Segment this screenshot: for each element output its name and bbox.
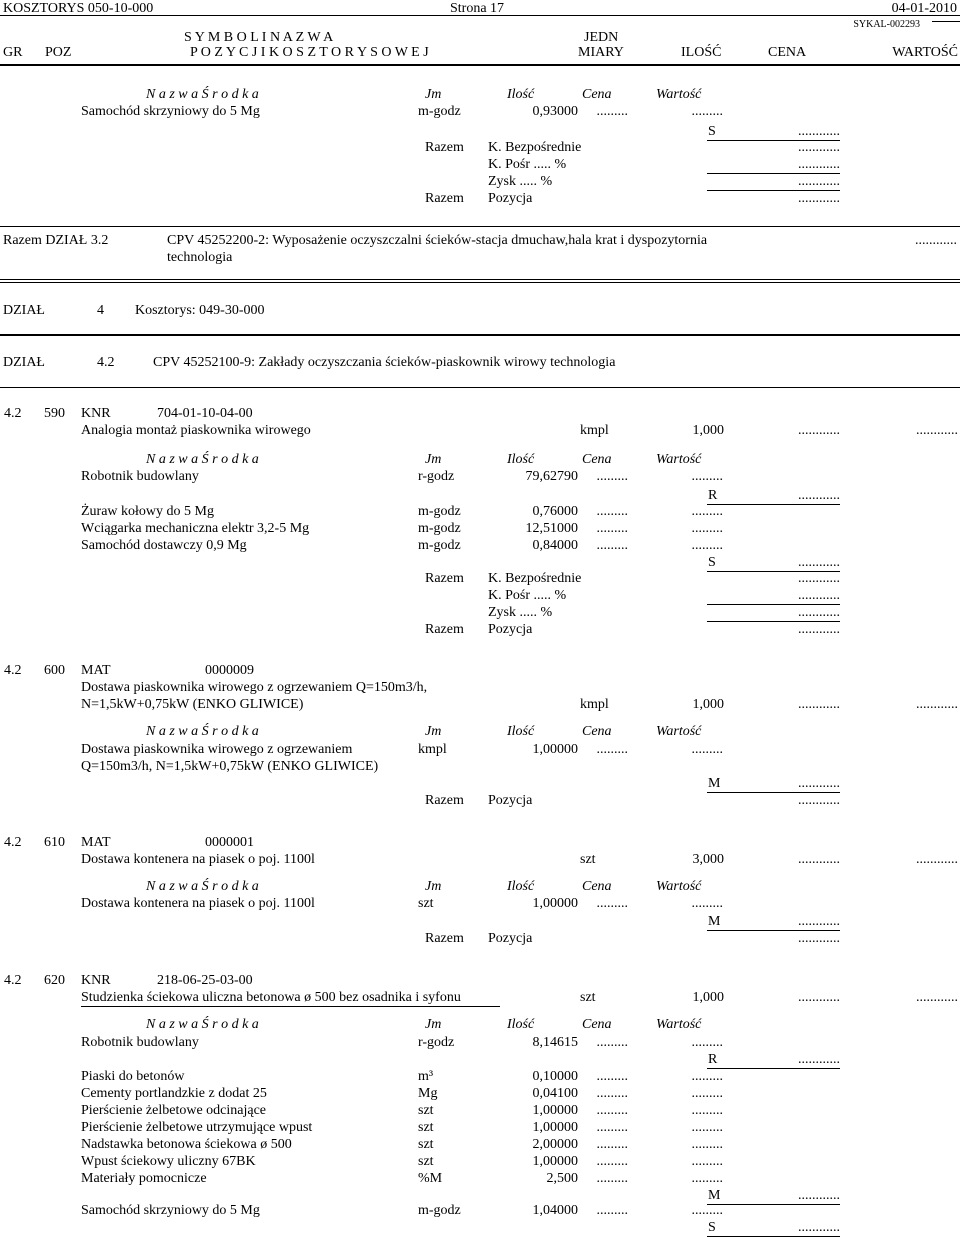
subtotal-value: ............ (798, 1052, 840, 1067)
resource-qty: 1,00000 (532, 1120, 578, 1135)
resource-unit: Mg (418, 1086, 438, 1101)
resource-name: Samochód dostawczy 0,9 Mg (81, 538, 247, 553)
resource-unit: m-godz (418, 1203, 461, 1218)
position-description: N=1,5kW+0,75kW (ENKO GLIWICE) (81, 697, 304, 712)
resource-header-name: N a z w a Ś r o d k a (146, 1017, 259, 1032)
resource-value: ......... (691, 1035, 723, 1050)
position-price: ............ (798, 423, 840, 438)
direct-cost-value: ............ (798, 140, 840, 155)
resource-name: Wciągarka mechaniczna elektr 3,2-5 Mg (81, 521, 310, 536)
profit-value: ............ (798, 174, 840, 189)
resource-value: ......... (691, 504, 723, 519)
resource-header-qty: Ilość (507, 724, 535, 739)
position-type: KNR (81, 973, 111, 988)
position-value: ............ (916, 852, 958, 867)
position-number: 610 (44, 835, 65, 850)
resource-header-value: Wartość (656, 724, 702, 739)
col-cena: CENA (768, 45, 807, 60)
position-unit: kmpl (580, 697, 609, 712)
resource-header-value: Wartość (656, 1017, 702, 1032)
resource-unit: szt (418, 896, 434, 911)
position-group: 4.2 (4, 406, 22, 421)
resource-price: ......... (596, 1137, 628, 1152)
position-value: ............ (916, 423, 958, 438)
subtotal-letter: S (708, 1220, 716, 1235)
dzial-number: 4 (97, 303, 104, 318)
resource-qty: 1,00000 (532, 896, 578, 911)
subtotal-letter: R (708, 1052, 718, 1067)
resource-header-price: Cena (582, 724, 612, 739)
resource-value: ......... (691, 1171, 723, 1186)
col-ilosc: ILOŚĆ (681, 45, 722, 60)
resource-header-qty: Ilość (507, 879, 535, 894)
subtotal-letter: M (708, 776, 721, 791)
resource-value: ......... (691, 1120, 723, 1135)
resource-price: ......... (596, 1086, 628, 1101)
resource-qty: 12,51000 (525, 521, 578, 536)
resource-qty: 0,10000 (532, 1069, 578, 1084)
resource-name: Robotnik budowlany (81, 1035, 199, 1050)
profit-label: Zysk ..... % (488, 605, 553, 620)
resource-unit: m³ (418, 1069, 434, 1084)
resource-price: ......... (596, 742, 628, 757)
resource-value: ......... (691, 469, 723, 484)
position-quantity: 1,000 (692, 990, 724, 1005)
resource-header-value: Wartość (656, 879, 702, 894)
resource-header-jm: Jm (425, 724, 442, 739)
subtotal-value: ............ (798, 776, 840, 791)
position-group: 4.2 (4, 973, 22, 988)
subtotal-value: ............ (798, 124, 840, 139)
position-group: 4.2 (4, 663, 22, 678)
resource-name: Nadstawka betonowa ściekowa ø 500 (81, 1137, 292, 1152)
resource-unit: m-godz (418, 504, 461, 519)
resource-unit: m-godz (418, 521, 461, 536)
header-rule-short (932, 21, 960, 22)
resource-name: Wpust ściekowy uliczny 67BK (81, 1154, 256, 1169)
resource-value: ......... (691, 1086, 723, 1101)
razem-dzial-label: Razem DZIAŁ 3.2 (3, 233, 109, 248)
profit-label: Zysk ..... % (488, 174, 553, 189)
resource-qty: 1,00000 (532, 1154, 578, 1169)
resource-qty: 2,500 (546, 1171, 578, 1186)
subtotal-letter: R (708, 488, 718, 503)
resource-header-jm: Jm (425, 879, 442, 894)
resource-header-value: Wartość (656, 452, 702, 467)
resource-price: ......... (596, 896, 628, 911)
resource-name: Piaski do betonów (81, 1069, 185, 1084)
position-code: 0000001 (205, 835, 254, 850)
position-type: MAT (81, 663, 111, 678)
section-rule (0, 334, 960, 336)
resource-price: ......... (596, 1069, 628, 1084)
resource-value: ......... (691, 538, 723, 553)
col-wartosc: WARTOŚĆ (892, 45, 958, 60)
razem-dzial-description-cont: technologia (167, 250, 233, 265)
position-unit: kmpl (580, 423, 609, 438)
position-total-label: Pozycja (488, 191, 533, 206)
indirect-cost-value: ............ (798, 157, 840, 172)
description-underline (81, 1006, 500, 1007)
resource-header-jm: Jm (425, 87, 442, 102)
resource-unit: m-godz (418, 538, 461, 553)
indirect-cost-label: K. Pośr ..... % (488, 588, 567, 603)
document-id: KOSZTORYS 050-10-000 (3, 1, 154, 16)
subtotal-letter: S (708, 124, 716, 139)
resource-header-qty: Ilość (507, 1017, 535, 1032)
position-total-value: ............ (798, 931, 840, 946)
resource-qty: 0,76000 (532, 504, 578, 519)
position-code: 704-01-10-04-00 (157, 406, 253, 421)
resource-name-cont: Q=150m3/h, N=1,5kW+0,75kW (ENKO GLIWICE) (81, 759, 379, 774)
resource-price: ......... (596, 521, 628, 536)
resource-price: ......... (596, 1203, 628, 1218)
position-price: ............ (798, 697, 840, 712)
direct-cost-value: ............ (798, 571, 840, 586)
subtotal-underline (707, 504, 840, 505)
resource-name: Żuraw kołowy do 5 Mg (81, 504, 214, 519)
position-value: ............ (916, 697, 958, 712)
resource-name: Dostawa piaskownika wirowego z ogrzewaniem (81, 742, 353, 757)
position-price: ............ (798, 852, 840, 867)
resource-header-price: Cena (582, 1017, 612, 1032)
resource-price: ......... (596, 1120, 628, 1135)
resource-price: ......... (596, 1035, 628, 1050)
section-rule (0, 387, 960, 388)
subtotal-value: ............ (798, 488, 840, 503)
razem-dzial-description: CPV 45252200-2: Wyposażenie oczyszczalni ścieków-stacja dmuchaw,hala krat i dyspozytornia (167, 233, 708, 248)
resource-header-name: N a z w a Ś r o d k a (146, 724, 259, 739)
header-bottom-rule (0, 64, 960, 66)
resource-header-price: Cena (582, 87, 612, 102)
document-date: 04-01-2010 (891, 1, 957, 16)
resource-qty: 0,04100 (532, 1086, 578, 1101)
resource-value: ......... (691, 1154, 723, 1169)
resource-qty: 1,00000 (532, 742, 578, 757)
resource-header-qty: Ilość (507, 87, 535, 102)
profit-value: ............ (798, 605, 840, 620)
dzial-title: Kosztorys: 049-30-000 (135, 303, 265, 318)
subtotal-letter: M (708, 914, 721, 929)
position-description: Dostawa kontenera na piasek o poj. 1100l (81, 852, 315, 867)
subtotal-value: ............ (798, 914, 840, 929)
col-pozycji: P O Z Y C J I K O S Z T O R Y S O W E J (190, 45, 429, 60)
subtotal-letter: S (708, 555, 716, 570)
position-total-label: Pozycja (488, 622, 533, 637)
resource-name: Pierścienie żelbetowe utrzymujące wpust (81, 1120, 313, 1135)
resource-price: ......... (596, 1103, 628, 1118)
col-poz: POZ (45, 45, 72, 60)
resource-header-name: N a z w a Ś r o d k a (146, 879, 259, 894)
col-gr: GR (3, 45, 23, 60)
resource-name: Samochód skrzyniowy do 5 Mg (81, 104, 260, 119)
razem-label: Razem (425, 191, 464, 206)
resource-unit: szt (418, 1154, 434, 1169)
resource-qty: 0,93000 (532, 104, 578, 119)
subtotal-underline (707, 1068, 840, 1069)
position-description: Dostawa piaskownika wirowego z ogrzewaniem Q=150m3/h, (81, 680, 428, 695)
sykal-code: SYKAL-002293 (853, 19, 920, 30)
position-description: Studzienka ściekowa uliczna betonowa ø 500 bez osadnika i syfonu (81, 990, 461, 1005)
resource-qty: 0,84000 (532, 538, 578, 553)
resource-price: ......... (596, 469, 628, 484)
position-value: ............ (916, 990, 958, 1005)
direct-cost-label: K. Bezpośrednie (488, 140, 582, 155)
indirect-cost-label: K. Pośr ..... % (488, 157, 567, 172)
subtotal-letter: M (708, 1188, 721, 1203)
resource-price: ......... (596, 1171, 628, 1186)
resource-header-jm: Jm (425, 1017, 442, 1032)
position-price: ............ (798, 990, 840, 1005)
resource-value: ......... (691, 896, 723, 911)
dzial-title: CPV 45252100-9: Zakłady oczyszczania ścieków-piaskownik wirowy technologia (153, 355, 616, 370)
resource-header-qty: Ilość (507, 452, 535, 467)
resource-price: ......... (596, 104, 628, 119)
subtotal-underline (707, 1204, 840, 1205)
position-total-value: ............ (798, 793, 840, 808)
position-group: 4.2 (4, 835, 22, 850)
position-unit: szt (580, 990, 596, 1005)
col-miary: MIARY (578, 45, 624, 60)
position-description: Analogia montaż piaskownika wirowego (81, 423, 311, 438)
razem-label: Razem (425, 793, 464, 808)
resource-value: ......... (691, 1103, 723, 1118)
position-total-value: ............ (798, 191, 840, 206)
resource-header-jm: Jm (425, 452, 442, 467)
position-code: 0000009 (205, 663, 254, 678)
resource-unit: szt (418, 1103, 434, 1118)
header-rule (0, 15, 960, 16)
resource-name: Materiały pomocnicze (81, 1171, 207, 1186)
resource-value: ......... (691, 1137, 723, 1152)
razem-label: Razem (425, 931, 464, 946)
position-total-label: Pozycja (488, 931, 533, 946)
position-number: 600 (44, 663, 65, 678)
page-number: Strona 17 (450, 1, 505, 16)
resource-qty: 79,62790 (525, 469, 578, 484)
resource-value: ......... (691, 1069, 723, 1084)
resource-header-price: Cena (582, 879, 612, 894)
position-number: 590 (44, 406, 65, 421)
resource-qty: 2,00000 (532, 1137, 578, 1152)
subtotal-value: ............ (798, 1220, 840, 1235)
indirect-cost-value: ............ (798, 588, 840, 603)
col-jedn: JEDN (584, 30, 619, 45)
resource-unit: szt (418, 1137, 434, 1152)
position-unit: szt (580, 852, 596, 867)
section-rule (0, 282, 960, 283)
resource-value: ......... (691, 521, 723, 536)
subtotal-value: ............ (798, 555, 840, 570)
razem-label: Razem (425, 140, 464, 155)
dzial-label: DZIAŁ (3, 355, 45, 370)
resource-unit: r-godz (418, 469, 455, 484)
resource-header-name: N a z w a Ś r o d k a (146, 452, 259, 467)
resource-unit: m-godz (418, 104, 461, 119)
resource-header-name: N a z w a Ś r o d k a (146, 87, 259, 102)
position-total-label: Pozycja (488, 793, 533, 808)
razem-label: Razem (425, 622, 464, 637)
resource-qty: 8,14615 (532, 1035, 578, 1050)
razem-label: Razem (425, 571, 464, 586)
resource-price: ......... (596, 1154, 628, 1169)
position-type: KNR (81, 406, 111, 421)
dzial-number: 4.2 (97, 355, 115, 370)
resource-value: ......... (691, 104, 723, 119)
resource-unit: r-godz (418, 1035, 455, 1050)
resource-qty: 1,04000 (532, 1203, 578, 1218)
section-rule (0, 279, 960, 280)
resource-price: ......... (596, 538, 628, 553)
resource-name: Cementy portlandzkie z dodat 25 (81, 1086, 267, 1101)
resource-unit: kmpl (418, 742, 447, 757)
section-rule (0, 226, 960, 227)
resource-unit: szt (418, 1120, 434, 1135)
resource-name: Pierścienie żelbetowe odcinające (81, 1103, 267, 1118)
resource-value: ......... (691, 1203, 723, 1218)
subtotal-value: ............ (798, 1188, 840, 1203)
col-symbol: S Y M B O L I N A Z W A (184, 30, 334, 45)
resource-header-price: Cena (582, 452, 612, 467)
dzial-label: DZIAŁ (3, 303, 45, 318)
position-quantity: 3,000 (692, 852, 724, 867)
resource-qty: 1,00000 (532, 1103, 578, 1118)
resource-name: Robotnik budowlany (81, 469, 199, 484)
position-type: MAT (81, 835, 111, 850)
resource-name: Samochód skrzyniowy do 5 Mg (81, 1203, 260, 1218)
resource-name: Dostawa kontenera na piasek o poj. 1100l (81, 896, 315, 911)
position-quantity: 1,000 (692, 697, 724, 712)
position-quantity: 1,000 (692, 423, 724, 438)
resource-unit: %M (418, 1171, 443, 1186)
razem-dzial-value: ............ (915, 233, 957, 248)
direct-cost-label: K. Bezpośrednie (488, 571, 582, 586)
position-total-value: ............ (798, 622, 840, 637)
position-code: 218-06-25-03-00 (157, 973, 253, 988)
resource-value: ......... (691, 742, 723, 757)
resource-price: ......... (596, 504, 628, 519)
position-number: 620 (44, 973, 65, 988)
resource-header-value: Wartość (656, 87, 702, 102)
